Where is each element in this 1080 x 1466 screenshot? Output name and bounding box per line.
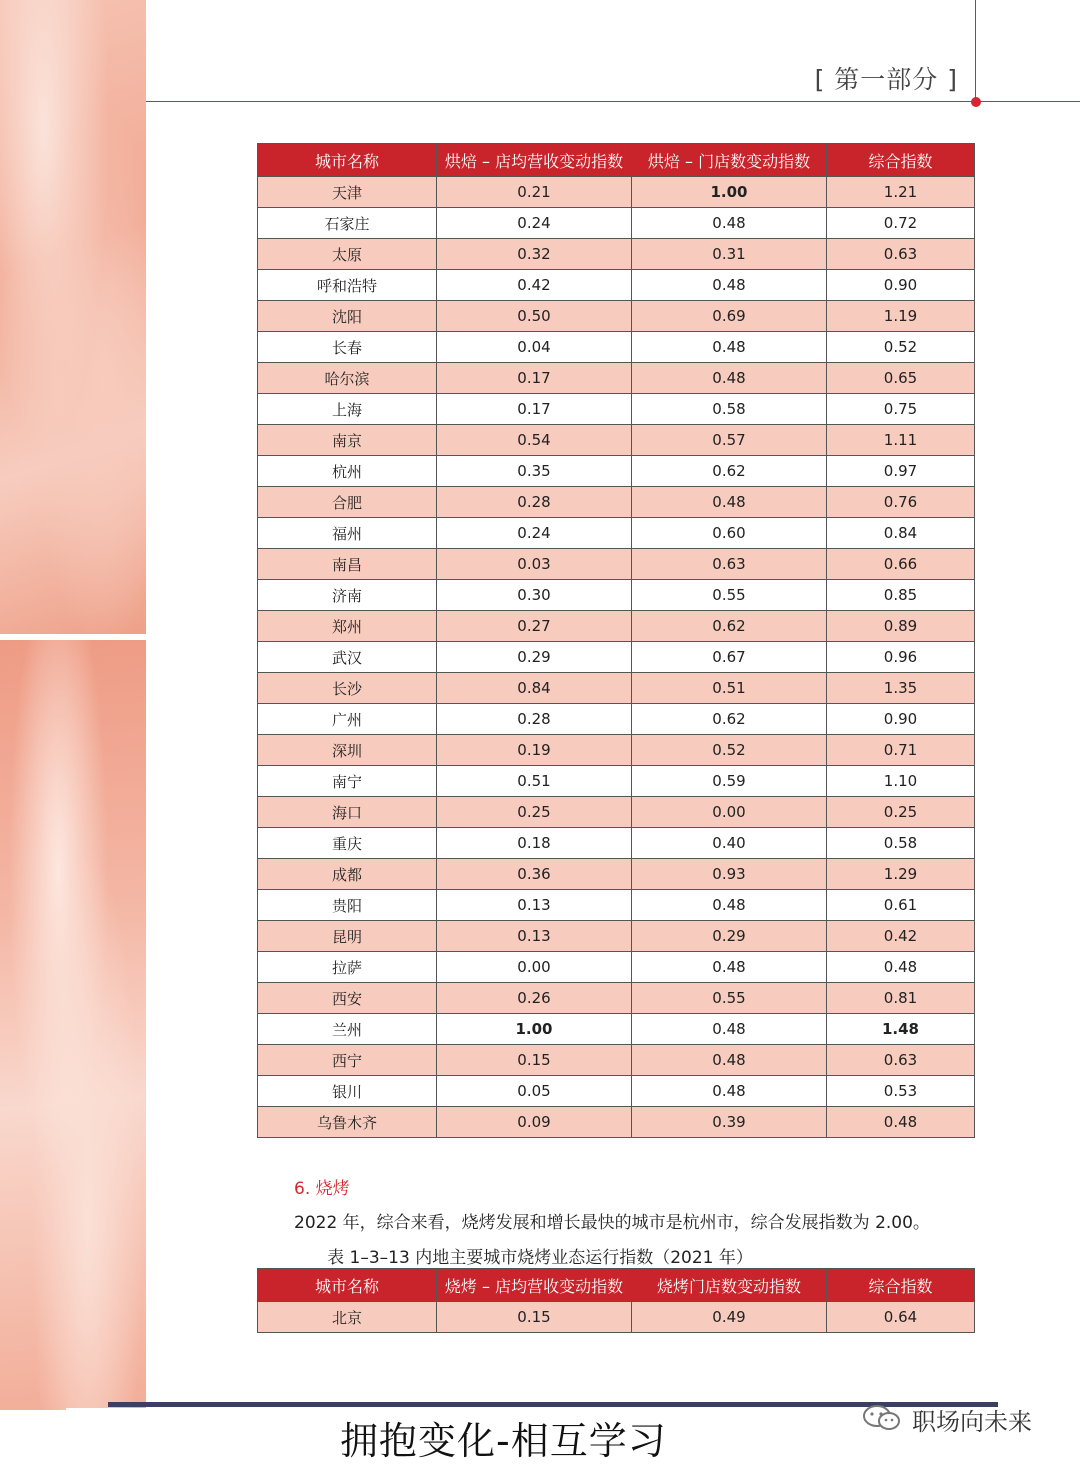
table-row bbox=[258, 1076, 975, 1107]
index-value-cell: 0.63 bbox=[827, 239, 975, 270]
column-header: 烧烤门店数变动指数 bbox=[632, 1269, 827, 1302]
table-row bbox=[258, 611, 975, 642]
index-value-cell: 0.24 bbox=[437, 208, 632, 239]
index-value-cell: 0.28 bbox=[437, 704, 632, 735]
table-row bbox=[258, 518, 975, 549]
index-value-cell: 0.48 bbox=[632, 890, 827, 921]
column-header: 烘焙 – 店均营收变动指数 bbox=[437, 144, 632, 177]
index-value-cell: 0.90 bbox=[827, 270, 975, 301]
table-row bbox=[258, 549, 975, 580]
city-name-cell: 福州 bbox=[258, 518, 437, 549]
index-value-cell: 1.11 bbox=[827, 425, 975, 456]
index-value-cell: 1.00 bbox=[632, 177, 827, 208]
index-value-cell: 1.00 bbox=[437, 1014, 632, 1045]
column-header: 烧烤 – 店均营收变动指数 bbox=[437, 1269, 632, 1302]
footer-slogan: 拥抱变化-相互学习 bbox=[340, 1419, 667, 1463]
index-value-cell: 0.72 bbox=[827, 208, 975, 239]
table-row bbox=[258, 394, 975, 425]
index-value-cell: 0.17 bbox=[437, 363, 632, 394]
table-row bbox=[258, 859, 975, 890]
city-name-cell: 哈尔滨 bbox=[258, 363, 437, 394]
table-row bbox=[258, 270, 975, 301]
city-name-cell: 西宁 bbox=[258, 1045, 437, 1076]
index-value-cell: 0.48 bbox=[632, 1014, 827, 1045]
index-value-cell: 1.10 bbox=[827, 766, 975, 797]
city-name-cell: 南京 bbox=[258, 425, 437, 456]
index-value-cell: 0.53 bbox=[827, 1076, 975, 1107]
index-value-cell: 0.04 bbox=[437, 332, 632, 363]
city-name-cell: 昆明 bbox=[258, 921, 437, 952]
index-value-cell: 0.13 bbox=[437, 921, 632, 952]
index-value-cell: 0.29 bbox=[632, 921, 827, 952]
index-value-cell: 1.21 bbox=[827, 177, 975, 208]
header-horizontal-rule bbox=[146, 101, 1080, 102]
table-row bbox=[258, 1045, 975, 1076]
index-value-cell: 0.48 bbox=[632, 363, 827, 394]
table-row bbox=[258, 580, 975, 611]
index-value-cell: 0.55 bbox=[632, 580, 827, 611]
index-value-cell: 0.75 bbox=[827, 394, 975, 425]
index-value-cell: 0.00 bbox=[437, 952, 632, 983]
table-row bbox=[258, 704, 975, 735]
city-name-cell: 武汉 bbox=[258, 642, 437, 673]
city-name-cell: 西安 bbox=[258, 983, 437, 1014]
index-value-cell: 0.52 bbox=[632, 735, 827, 766]
city-name-cell: 重庆 bbox=[258, 828, 437, 859]
index-value-cell: 0.15 bbox=[437, 1045, 632, 1076]
index-value-cell: 0.19 bbox=[437, 735, 632, 766]
table-row bbox=[258, 642, 975, 673]
table-row bbox=[258, 208, 975, 239]
baking-index-table bbox=[257, 143, 975, 1138]
table-row bbox=[258, 177, 975, 208]
index-value-cell: 0.40 bbox=[632, 828, 827, 859]
index-value-cell: 0.48 bbox=[632, 1045, 827, 1076]
section-heading: 6. 烧烤 bbox=[294, 1179, 350, 1199]
wechat-icon bbox=[862, 1404, 902, 1432]
index-value-cell: 0.66 bbox=[827, 549, 975, 580]
table-row bbox=[258, 766, 975, 797]
index-value-cell: 0.85 bbox=[827, 580, 975, 611]
index-value-cell: 0.24 bbox=[437, 518, 632, 549]
table-row bbox=[258, 797, 975, 828]
table-row bbox=[258, 828, 975, 859]
index-value-cell: 0.58 bbox=[827, 828, 975, 859]
index-value-cell: 0.18 bbox=[437, 828, 632, 859]
index-value-cell: 0.62 bbox=[632, 456, 827, 487]
index-value-cell: 0.39 bbox=[632, 1107, 827, 1138]
column-header: 城市名称 bbox=[258, 144, 437, 177]
city-name-cell: 广州 bbox=[258, 704, 437, 735]
index-value-cell: 0.25 bbox=[827, 797, 975, 828]
index-value-cell: 0.13 bbox=[437, 890, 632, 921]
index-value-cell: 0.50 bbox=[437, 301, 632, 332]
index-value-cell: 0.28 bbox=[437, 487, 632, 518]
city-name-cell: 天津 bbox=[258, 177, 437, 208]
index-value-cell: 0.63 bbox=[632, 549, 827, 580]
table-header-row bbox=[258, 1269, 975, 1302]
header-rule-dot bbox=[971, 97, 981, 107]
index-value-cell: 1.35 bbox=[827, 673, 975, 704]
index-value-cell: 0.48 bbox=[827, 952, 975, 983]
section-paragraph: 2022 年，综合来看，烧烤发展和增长最快的城市是杭州市，综合发展指数为 2.00。 bbox=[294, 1213, 930, 1233]
index-value-cell: 0.58 bbox=[632, 394, 827, 425]
index-value-cell: 0.60 bbox=[632, 518, 827, 549]
index-value-cell: 1.19 bbox=[827, 301, 975, 332]
index-value-cell: 0.15 bbox=[437, 1302, 632, 1333]
index-value-cell: 0.48 bbox=[632, 270, 827, 301]
city-name-cell: 呼和浩特 bbox=[258, 270, 437, 301]
index-value-cell: 0.65 bbox=[827, 363, 975, 394]
index-value-cell: 0.61 bbox=[827, 890, 975, 921]
city-name-cell: 太原 bbox=[258, 239, 437, 270]
table-row bbox=[258, 239, 975, 270]
index-value-cell: 0.26 bbox=[437, 983, 632, 1014]
city-name-cell: 银川 bbox=[258, 1076, 437, 1107]
table-row bbox=[258, 425, 975, 456]
index-value-cell: 1.29 bbox=[827, 859, 975, 890]
city-name-cell: 北京 bbox=[258, 1302, 437, 1333]
table-row bbox=[258, 332, 975, 363]
column-header: 综合指数 bbox=[827, 1269, 975, 1302]
index-value-cell: 0.31 bbox=[632, 239, 827, 270]
table-row bbox=[258, 1107, 975, 1138]
index-value-cell: 0.76 bbox=[827, 487, 975, 518]
index-value-cell: 0.62 bbox=[632, 611, 827, 642]
index-value-cell: 0.62 bbox=[632, 704, 827, 735]
city-name-cell: 成都 bbox=[258, 859, 437, 890]
index-value-cell: 0.59 bbox=[632, 766, 827, 797]
index-value-cell: 0.48 bbox=[632, 1076, 827, 1107]
index-value-cell: 0.55 bbox=[632, 983, 827, 1014]
index-value-cell: 0.32 bbox=[437, 239, 632, 270]
index-value-cell: 0.29 bbox=[437, 642, 632, 673]
city-name-cell: 贵阳 bbox=[258, 890, 437, 921]
index-value-cell: 0.35 bbox=[437, 456, 632, 487]
table-row bbox=[258, 952, 975, 983]
city-name-cell: 兰州 bbox=[258, 1014, 437, 1045]
column-header: 烘焙 – 门店数变动指数 bbox=[632, 144, 827, 177]
index-value-cell: 0.48 bbox=[632, 487, 827, 518]
city-name-cell: 乌鲁木齐 bbox=[258, 1107, 437, 1138]
index-value-cell: 0.42 bbox=[437, 270, 632, 301]
side-decorative-photo-top bbox=[0, 0, 146, 634]
table-row bbox=[258, 487, 975, 518]
column-header: 综合指数 bbox=[827, 144, 975, 177]
index-value-cell: 0.00 bbox=[632, 797, 827, 828]
table-row bbox=[258, 363, 975, 394]
wechat-account-name: 职场向未来 bbox=[912, 1408, 1032, 1436]
table-row bbox=[258, 735, 975, 766]
index-value-cell: 0.42 bbox=[827, 921, 975, 952]
table-row bbox=[258, 301, 975, 332]
city-name-cell: 长沙 bbox=[258, 673, 437, 704]
table-row bbox=[258, 673, 975, 704]
index-value-cell: 0.21 bbox=[437, 177, 632, 208]
index-value-cell: 0.81 bbox=[827, 983, 975, 1014]
index-value-cell: 0.54 bbox=[437, 425, 632, 456]
index-value-cell: 0.51 bbox=[632, 673, 827, 704]
index-value-cell: 0.17 bbox=[437, 394, 632, 425]
index-value-cell: 0.71 bbox=[827, 735, 975, 766]
table-row bbox=[258, 1302, 975, 1333]
city-name-cell: 南昌 bbox=[258, 549, 437, 580]
side-decorative-photo-bottom bbox=[0, 640, 146, 1410]
index-value-cell: 0.36 bbox=[437, 859, 632, 890]
table-caption: 表 1–3–13 内地主要城市烧烤业态运行指数（2021 年） bbox=[327, 1248, 753, 1268]
index-value-cell: 0.51 bbox=[437, 766, 632, 797]
city-name-cell: 济南 bbox=[258, 580, 437, 611]
index-value-cell: 0.67 bbox=[632, 642, 827, 673]
table-header-row bbox=[258, 144, 975, 177]
index-value-cell: 0.96 bbox=[827, 642, 975, 673]
index-value-cell: 0.27 bbox=[437, 611, 632, 642]
city-name-cell: 石家庄 bbox=[258, 208, 437, 239]
index-value-cell: 0.48 bbox=[827, 1107, 975, 1138]
header-vertical-rule bbox=[975, 0, 976, 100]
table-row bbox=[258, 456, 975, 487]
city-name-cell: 深圳 bbox=[258, 735, 437, 766]
index-value-cell: 0.97 bbox=[827, 456, 975, 487]
index-value-cell: 0.05 bbox=[437, 1076, 632, 1107]
index-value-cell: 0.57 bbox=[632, 425, 827, 456]
index-value-cell: 0.69 bbox=[632, 301, 827, 332]
table-row bbox=[258, 1014, 975, 1045]
bbq-index-table bbox=[257, 1268, 975, 1333]
index-value-cell: 0.90 bbox=[827, 704, 975, 735]
index-value-cell: 0.25 bbox=[437, 797, 632, 828]
city-name-cell: 郑州 bbox=[258, 611, 437, 642]
index-value-cell: 0.93 bbox=[632, 859, 827, 890]
index-value-cell: 0.52 bbox=[827, 332, 975, 363]
city-name-cell: 上海 bbox=[258, 394, 437, 425]
section-label: [ 第一部分 ] bbox=[814, 65, 958, 94]
table-row bbox=[258, 921, 975, 952]
index-value-cell: 0.84 bbox=[437, 673, 632, 704]
index-value-cell: 0.49 bbox=[632, 1302, 827, 1333]
index-value-cell: 0.63 bbox=[827, 1045, 975, 1076]
index-value-cell: 0.03 bbox=[437, 549, 632, 580]
index-value-cell: 0.09 bbox=[437, 1107, 632, 1138]
city-name-cell: 南宁 bbox=[258, 766, 437, 797]
city-name-cell: 长春 bbox=[258, 332, 437, 363]
index-value-cell: 0.48 bbox=[632, 332, 827, 363]
index-value-cell: 0.30 bbox=[437, 580, 632, 611]
index-value-cell: 0.84 bbox=[827, 518, 975, 549]
column-header: 城市名称 bbox=[258, 1269, 437, 1302]
index-value-cell: 0.48 bbox=[632, 208, 827, 239]
city-name-cell: 杭州 bbox=[258, 456, 437, 487]
index-value-cell: 1.48 bbox=[827, 1014, 975, 1045]
city-name-cell: 拉萨 bbox=[258, 952, 437, 983]
index-value-cell: 0.64 bbox=[827, 1302, 975, 1333]
table-row bbox=[258, 890, 975, 921]
city-name-cell: 合肥 bbox=[258, 487, 437, 518]
city-name-cell: 海口 bbox=[258, 797, 437, 828]
index-value-cell: 0.89 bbox=[827, 611, 975, 642]
city-name-cell: 沈阳 bbox=[258, 301, 437, 332]
index-value-cell: 0.48 bbox=[632, 952, 827, 983]
table-row bbox=[258, 983, 975, 1014]
